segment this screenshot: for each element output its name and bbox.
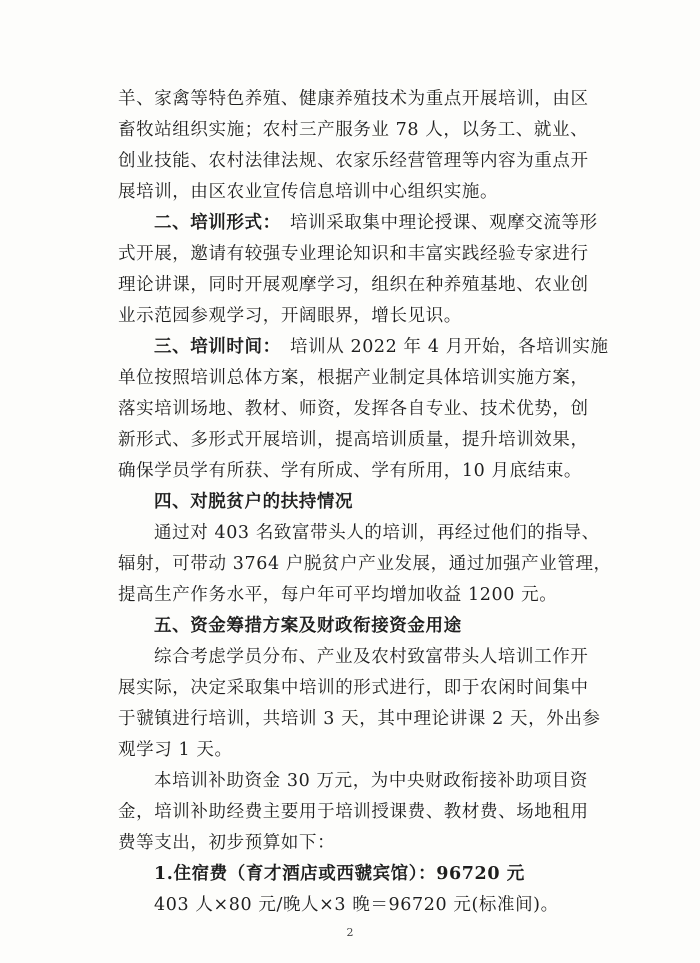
text-line: 提高生产作务水平，每户年可平均增加收益 1200 元。 (118, 585, 558, 605)
text-line: 综合考虑学员分布、产业及农村致富带头人培训工作开 (154, 647, 589, 667)
text-line: 新形式、多形式开展培训，提高培训质量，提升培训效果， (118, 430, 589, 450)
text-line: 展实际，决定采取集中培训的形式进行，即于农闲时间集中 (118, 678, 589, 698)
text-line: 业示范园参观学习，开阔眼界，增长见识。 (118, 306, 462, 326)
text-line: 403 人×80 元/晚人×3 晚＝96720 元(标准间)。 (154, 895, 559, 915)
text-line: 展培训，由区农业宣传信息培训中心组织实施。 (118, 182, 499, 202)
section-heading-poverty-support: 四、对脱贫户的扶持情况 (154, 492, 354, 512)
text-line: 确保学员学有所获、学有所成、学有所用，10 月底结束。 (118, 461, 583, 481)
section-heading-training-form: 二、培训形式： (154, 213, 281, 233)
section-heading-funding-plan: 五、资金筹措方案及财政衔接资金用途 (154, 616, 462, 636)
text-line: 单位按照培训总体方案，根据产业制定具体培训实施方案， (118, 368, 589, 388)
text-line: 于虢镇进行培训，共培训 3 天，其中理论讲课 2 天，外出参 (118, 709, 601, 729)
page-number: 2 (346, 926, 354, 939)
budget-item-heading: 1.住宿费（育才酒店或西虢宾馆）：96720 元 (154, 864, 525, 884)
text-line: 培训采取集中理论授课、观摩交流等形 (290, 213, 598, 233)
text-line: 辐射，可带动 3764 户脱贫户产业发展，通过加强产业管理， (118, 554, 612, 574)
text-line: 式开展，邀请有较强专业理论知识和丰富实践经验专家进行 (118, 244, 589, 264)
text-line: 本培训补助资金 30 万元，为中央财政衔接补助项目资 (154, 771, 588, 791)
text-line: 金，培训补助经费主要用于培训授课费、教材费、场地租用 (118, 802, 589, 822)
section-heading-training-time: 三、培训时间： (154, 337, 281, 357)
text-line: 落实培训场地、教材、师资，发挥各自专业、技术优势，创 (118, 399, 589, 419)
text-line: 费等支出，初步预算如下： (118, 833, 336, 853)
text-line: 羊、家禽等特色养殖、健康养殖技术为重点开展培训，由区 (118, 89, 589, 109)
text-line: 观学习 1 天。 (118, 740, 233, 760)
text-line: 通过对 403 名致富带头人的培训，再经过他们的指导、 (154, 523, 600, 543)
text-line: 创业技能、农村法律法规、农家乐经营管理等内容为重点开 (118, 151, 589, 171)
text-line: 畜牧站组织实施；农村三产服务业 78 人，以务工、就业、 (118, 120, 589, 140)
text-line: 培训从 2022 年 4 月开始，各培训实施 (290, 337, 609, 357)
text-line: 理论讲课，同时开展观摩学习，组织在种养殖基地、农业创 (118, 275, 589, 295)
